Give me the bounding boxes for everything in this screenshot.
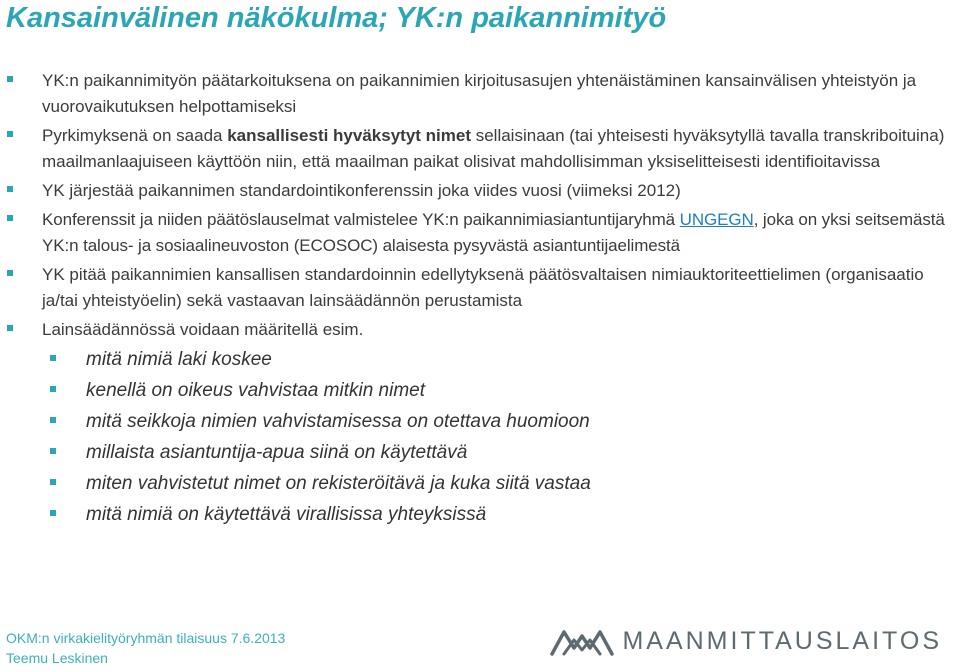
square-bullet-icon: [50, 510, 56, 516]
square-bullet-icon: [50, 479, 56, 485]
bullet-item: [0, 178, 960, 204]
bullet-text: YK:n paikannimityön päätarkoituksena on paikannimien kirjoitusasujen yhtenäistäminen kansainvälisen yhteistyön ja vuorovaikutuksen helpottamiseksi: [42, 71, 917, 116]
bullet-item: [0, 123, 960, 175]
footer-event: OKM:n virkakielityöryhmän tilaisuus 7.6.2013: [6, 630, 286, 646]
square-bullet-icon: [7, 325, 13, 331]
square-bullet-icon: [50, 386, 56, 392]
sub-bullet-item: [0, 408, 960, 435]
ungegn-link[interactable]: UNGEGN: [679, 210, 754, 229]
sub-bullet-item: [0, 377, 960, 404]
bullet-text-part: , joka on yksi seitsemästä YK:n talous- ja sosiaalineuvoston (ECOSOC) alaisesta pysyvästä asiantuntijaelimestä: [42, 210, 945, 255]
footer: [6, 628, 285, 668]
bullet-text-part: Konferenssit ja niiden päätöslauselmat valmistelee YK:n paikannimiasiantuntijaryhmä: [42, 210, 680, 229]
square-bullet-icon: [50, 417, 56, 423]
bullet-item: [0, 317, 960, 343]
square-bullet-icon: [7, 131, 13, 137]
footer-author: Teemu Leskinen: [6, 650, 108, 666]
square-bullet-icon: [7, 76, 13, 82]
square-bullet-icon: [7, 270, 13, 276]
bullet-item: [0, 68, 960, 120]
sub-bullet-text: mitä nimiä laki koskee: [86, 349, 272, 370]
sub-bullet-text: millaista asiantuntija-apua siinä on käytettävä: [86, 442, 468, 463]
sub-bullet-text: mitä nimiä on käytettävä virallisissa yhteyksissä: [86, 504, 487, 525]
maanmittauslaitos-logo: [550, 626, 942, 656]
sub-bullet-item: [0, 346, 960, 373]
bullet-item: [0, 207, 960, 259]
sub-bullet-item: [0, 439, 960, 466]
square-bullet-icon: [50, 448, 56, 454]
bullet-list: [0, 68, 960, 532]
bullet-text-part: sellaisinaan (tai yhteisesti hyväksytyllä tavalla transkriboituina) maailmanlaajuiseen käyttöön niin, että maailman paikat olisivat mahdollisimman yksiselitteisesti identifioitavissa: [42, 126, 945, 171]
bullet-text: Lainsäädännössä voidaan määritellä esim.: [42, 320, 364, 339]
sub-bullet-item: [0, 470, 960, 497]
bullet-text-bold: kansallisesti hyväksytyt nimet: [227, 126, 471, 145]
square-bullet-icon: [7, 215, 13, 221]
bullet-text-part: Pyrkimyksenä on saada: [42, 126, 228, 145]
bullet-item: [0, 262, 960, 314]
sub-bullet-text: miten vahvistetut nimet on rekisteröitävä ja kuka siitä vastaa: [86, 473, 591, 494]
sub-bullet-text: kenellä on oikeus vahvistaa mitkin nimet: [86, 380, 426, 401]
maanmittauslaitos-logo-icon: [550, 626, 614, 656]
slide-title: Kansainvälinen näkökulma; YK:n paikannimityö: [6, 2, 667, 34]
sub-bullet-item: [0, 501, 960, 528]
bullet-text: YK järjestää paikannimen standardointikonferenssin joka viides vuosi (viimeksi 2012): [42, 181, 681, 200]
logo-text: MAANMITTAUSLAITOS: [622, 626, 942, 655]
square-bullet-icon: [50, 355, 56, 361]
bullet-text: YK pitää paikannimien kansallisen standardoinnin edellytyksenä päätösvaltaisen nimiauktoriteettielimen (organisaatio ja/tai yhteistyöelin) sekä vastaavan lainsäädännön perustamista: [42, 265, 924, 310]
square-bullet-icon: [7, 186, 13, 192]
sub-bullet-text: mitä seikkoja nimien vahvistamisessa on otettava huomioon: [86, 411, 590, 432]
